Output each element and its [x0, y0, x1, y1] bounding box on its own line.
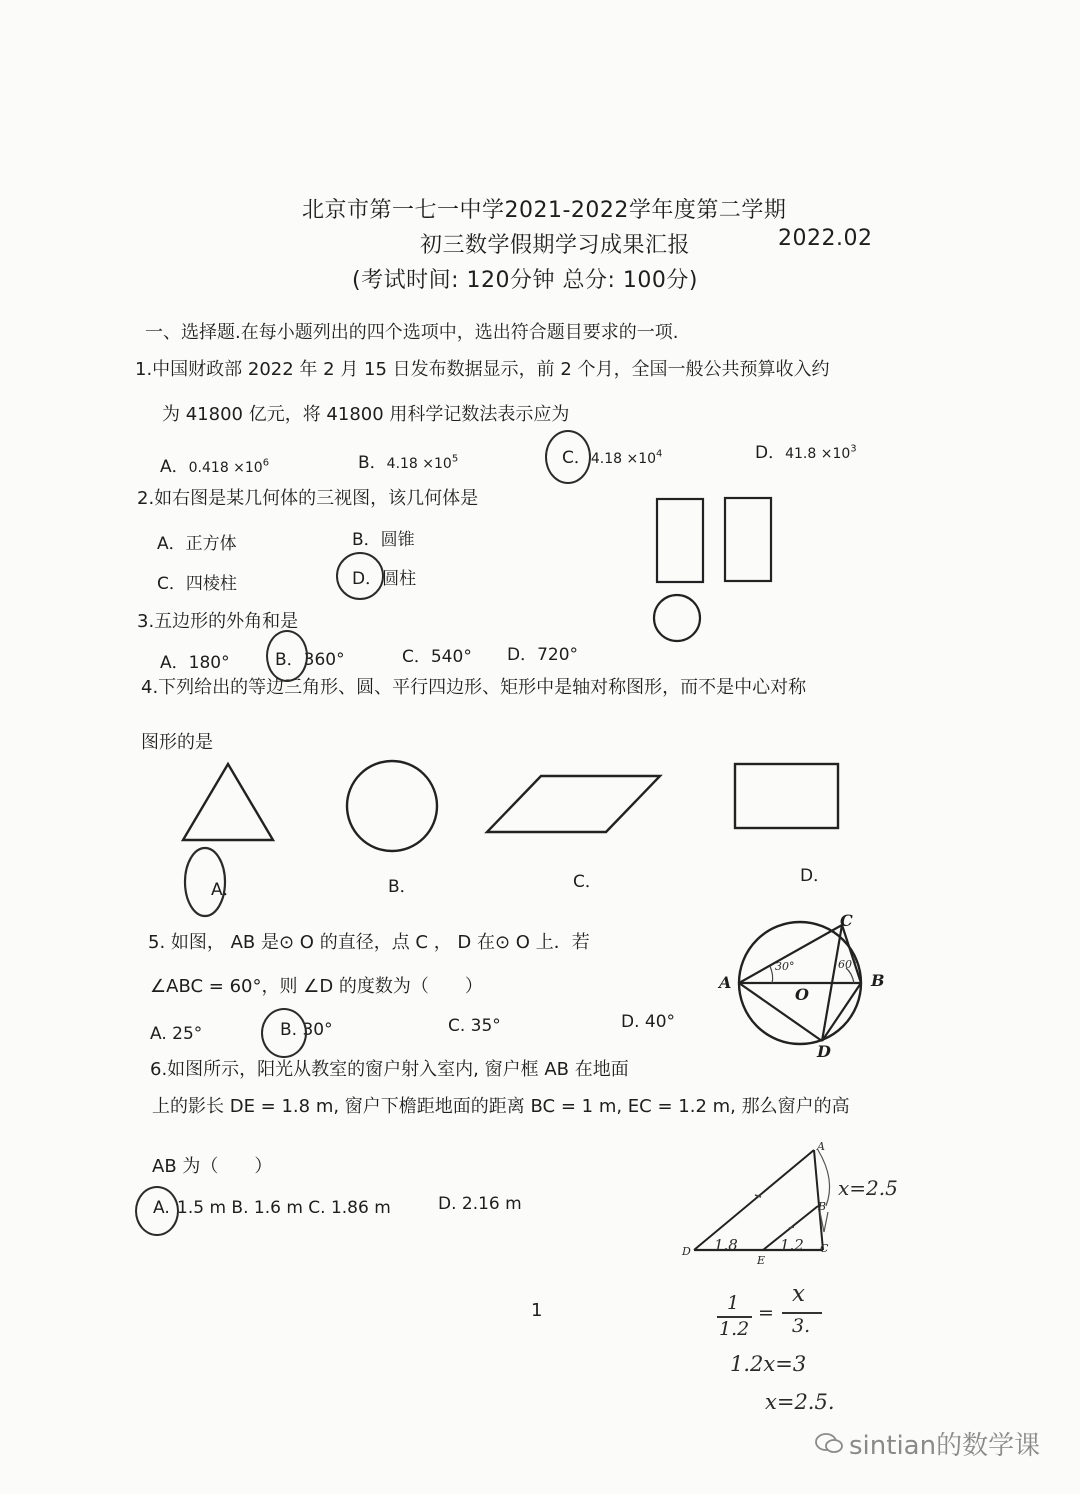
equilateral-triangle	[183, 764, 273, 840]
wechat-icon	[814, 1432, 844, 1454]
q5-option-a[interactable]: A. 25°	[150, 1024, 203, 1044]
watermark: sintian的数学课	[849, 1431, 1041, 1461]
q6-point-a: A	[817, 1140, 825, 1153]
q5-stem-line2: ∠ABC = 60°，则 ∠D 的度数为（ ）	[150, 976, 483, 997]
hand-note-ec: 1.2	[780, 1236, 804, 1254]
q6-point-c: C	[820, 1242, 829, 1255]
exam-info: (考试时间: 120分钟 总分: 100分)	[352, 268, 698, 293]
hand-frac-left-den: 1.2	[719, 1318, 750, 1340]
q1-option-b[interactable]: B．$4.18 \times 10^5$	[358, 453, 459, 473]
q5-point-d: D	[817, 1042, 831, 1061]
q4-option-b[interactable]: B．	[388, 877, 417, 897]
hand-note-de: 1.8	[714, 1236, 738, 1254]
q5-note-60: 60°	[838, 958, 858, 971]
q5-note-30: 30°	[775, 960, 795, 973]
q1-option-d[interactable]: D．$41.8 \times 10^3$	[755, 443, 857, 463]
hand-frac-eq: =	[758, 1302, 774, 1324]
q6-stem-line1: 6.如图所示，阳光从教室的窗户射入室内, 窗户框 AB 在地面	[150, 1059, 629, 1080]
q4-stem-line1: 4.下列给出的等边三角形、圆、平行四边形、矩形中是轴对称图形，而不是中心对称	[141, 677, 807, 698]
parallelogram-shape	[487, 776, 660, 832]
q6-stem-line3: AB 为（ ）	[152, 1156, 273, 1177]
q2-stem: 2.如右图是某几何体的三视图，该几何体是	[137, 488, 479, 509]
q6-options-bc[interactable]: 1.5 m B. 1.6 m C. 1.86 m	[177, 1198, 391, 1218]
q5-option-c[interactable]: C. 35°	[448, 1016, 501, 1036]
q3-option-d[interactable]: D．720°	[507, 645, 579, 665]
q6-point-d: D	[682, 1245, 691, 1258]
q6-stem-line2: 上的影长 DE = 1.8 m, 窗户下檐距地面的距离 BC = 1 m, EC = 1.2 m, 那么窗户的高	[152, 1096, 850, 1117]
answer-circle-q6	[135, 1186, 179, 1236]
page-number: 1	[531, 1300, 543, 1321]
front-view-rect	[657, 499, 703, 582]
q6-option-a[interactable]: A.	[153, 1198, 170, 1218]
top-view-circle	[654, 595, 700, 641]
q5-point-o: O	[795, 985, 809, 1004]
q2-option-c[interactable]: C．四棱柱	[157, 574, 237, 594]
hand-step-1: 1.2x=3	[730, 1352, 807, 1376]
hand-note-answer: x=2.5	[838, 1176, 898, 1200]
exam-title: 北京市第一七一中学2021-2022学年度第二学期	[302, 198, 787, 223]
q2-option-a[interactable]: A．正方体	[157, 534, 237, 554]
q4-option-c[interactable]: C．	[573, 872, 602, 892]
hand-frac-left-num: 1	[727, 1292, 740, 1314]
q5-stem-line1: 5. 如图， AB 是⊙ O 的直径，点 C ， D 在⊙ O 上．若	[148, 932, 590, 953]
q2-option-b[interactable]: B．圆锥	[352, 530, 415, 550]
q3-stem: 3.五边形的外角和是	[137, 611, 299, 632]
q1-stem-line2: 为 41800 亿元，将 41800 用科学记数法表示应为	[162, 404, 570, 425]
q4-option-a[interactable]: A．	[211, 880, 240, 900]
q5-option-d[interactable]: D. 40°	[621, 1012, 676, 1032]
answer-circle-q5	[261, 1008, 307, 1058]
hand-step-2: x=2.5.	[765, 1390, 835, 1414]
hand-frac-right-den: 3.	[792, 1315, 811, 1337]
circle-shape	[347, 761, 437, 851]
q5-option-b[interactable]: B. 30°	[280, 1020, 333, 1040]
q4-option-d[interactable]: D．	[800, 866, 831, 886]
q1-option-a[interactable]: A．$0.418 \times 10^6$	[160, 457, 270, 477]
q6-point-e: E	[757, 1254, 766, 1267]
q6-option-d[interactable]: D. 2.16 m	[438, 1194, 522, 1214]
q5-point-c: C	[840, 911, 853, 930]
q5-figure	[739, 922, 861, 1044]
section-title: 一、选择题.在每小题列出的四个选项中，选出符合题目要求的一项.	[145, 322, 679, 343]
hand-frac-right-num: x	[792, 1281, 805, 1307]
q6-figure	[694, 1150, 830, 1250]
q5-point-a: A	[719, 973, 732, 992]
exam-date: 2022.02	[778, 226, 873, 251]
q6-point-b: B	[818, 1200, 827, 1213]
q1-option-c[interactable]: C．$4.18 \times 10^4$	[562, 448, 663, 468]
q1-stem-line1: 1.中国财政部 2022 年 2 月 15 日发布数据显示，前 2 个月，全国一般公共预算收入约	[135, 359, 830, 380]
q5-point-b: B	[871, 971, 885, 990]
q4-stem-line2: 图形的是	[141, 732, 213, 753]
q3-option-a[interactable]: A．180°	[160, 653, 230, 673]
rectangle-shape	[735, 764, 838, 828]
q3-option-b[interactable]: B．360°	[275, 650, 345, 670]
q2-option-d[interactable]: D．圆柱	[352, 569, 417, 589]
exam-subtitle: 初三数学假期学习成果汇报	[420, 233, 691, 258]
q3-option-c[interactable]: C．540°	[402, 647, 472, 667]
side-view-rect	[725, 498, 771, 581]
